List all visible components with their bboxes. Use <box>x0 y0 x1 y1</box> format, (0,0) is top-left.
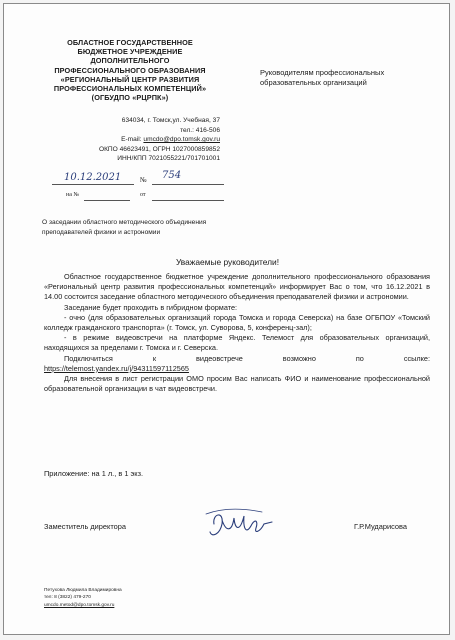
org-line: (ОГБУДПО «РЦРПК») <box>91 93 169 103</box>
reference-row <box>50 192 230 204</box>
registration-row <box>50 172 230 186</box>
executor-email[interactable]: umcdo.metod@dpo.tomsk.gov.ru <box>44 602 115 608</box>
body-paragraph: Областное государственное бюджетное учреждение дополнительного профессионального образования «Региональный центр развития профессиональных компетенций» информирует Вас о том, что 16.12.2021 в 14.00 состоится заседание областного методического объединения преподавателей физики и астрономии. <box>44 272 430 302</box>
body-paragraph: Для внесения в лист регистрации ОМО просим Вас написать ФИО и наименование профессиональной образовательной организации в чат видеовстречи. <box>44 374 430 394</box>
subject-block <box>42 218 252 237</box>
organization-header <box>24 38 236 102</box>
ot-label: от <box>140 192 146 198</box>
na-label: на № <box>66 192 80 198</box>
recipient-line: Руководителям профессиональных <box>260 68 385 77</box>
organization-contacts <box>44 116 220 164</box>
executor-block <box>44 587 122 609</box>
org-line: ОБЛАСТНОЕ ГОСУДАРСТВЕННОЕ <box>67 38 193 47</box>
subject-line: преподавателей физики и астрономии <box>42 228 161 236</box>
telemost-link[interactable]: https://telemost.yandex.ru/j/94311597112565 <box>44 363 189 373</box>
number-underline <box>152 184 224 185</box>
date-underline <box>52 184 134 185</box>
body-paragraph: - в режиме видеовстречи на платформе Яндекс. Телемост для образовательных организаций, находящихся за пределами г. Томска и г. Северска. <box>44 333 430 353</box>
org-line: БЮДЖЕТНОЕ УЧРЕЖДЕНИЕ <box>77 47 183 57</box>
ot-underline <box>152 200 224 201</box>
org-line: ПРОФЕССИОНАЛЬНОГО ОБРАЗОВАНИЯ <box>54 65 206 75</box>
registration-number: 754 <box>162 170 182 181</box>
letter-page <box>3 3 450 635</box>
number-sign: № <box>140 176 147 184</box>
org-inn: ИНН/КПП 7021055221/701701001 <box>117 155 220 163</box>
org-email-line <box>44 135 220 145</box>
registration-date: 10.12.2021 <box>64 172 122 183</box>
na-underline <box>84 200 130 201</box>
org-phone: тел.: 416-506 <box>180 126 220 134</box>
body-paragraph: Заседание будет проходить в гибридном формате: <box>64 302 238 312</box>
org-line: «РЕГИОНАЛЬНЫЙ ЦЕНТР РАЗВИТИЯ <box>60 74 200 84</box>
signatory-position: Заместитель директора <box>44 522 126 531</box>
org-email-link[interactable]: umcdo@dpo.tomsk.gov.ru <box>143 136 220 144</box>
org-email-label: E-mail: <box>121 136 144 144</box>
recipient-line: образовательных организаций <box>260 78 367 87</box>
letter-body <box>44 272 430 394</box>
attachment-note: Приложение: на 1 л., в 1 экз. <box>44 469 144 478</box>
executor-phone: тел: 8 (3822) 479-270 <box>44 595 91 601</box>
org-line: ДОПОЛНИТЕЛЬНОГО <box>90 56 170 66</box>
org-line: ПРОФЕССИОНАЛЬНЫХ КОМПЕТЕНЦИЙ» <box>53 84 207 94</box>
greeting: Уважаемые руководители! <box>175 257 280 267</box>
recipient-block <box>260 68 430 88</box>
signatory-name: Г.Р.Мударисова <box>354 522 407 531</box>
body-paragraph: - очно (для образовательных организаций города Томска и города Северска) на базе ОГБПОУ «Томский колледж гражданского транспорта» (г. Томск, ул. Суворова, 5, конференц-зал); <box>44 312 430 333</box>
body-link-line <box>44 364 430 374</box>
org-okpo: ОКПО 46623491, ОГРН 1027000859852 <box>98 145 220 153</box>
body-paragraph: Подключиться к видеовстрече возможно по ссылке: <box>64 353 430 363</box>
handwritten-signature <box>202 502 282 544</box>
org-address: 634034, г. Томск,ул. Учебная, 37 <box>121 117 220 124</box>
executor-name: Петухова Людмила Владимировна <box>44 588 122 593</box>
subject-line: О заседании областного методического объединения <box>42 219 207 226</box>
